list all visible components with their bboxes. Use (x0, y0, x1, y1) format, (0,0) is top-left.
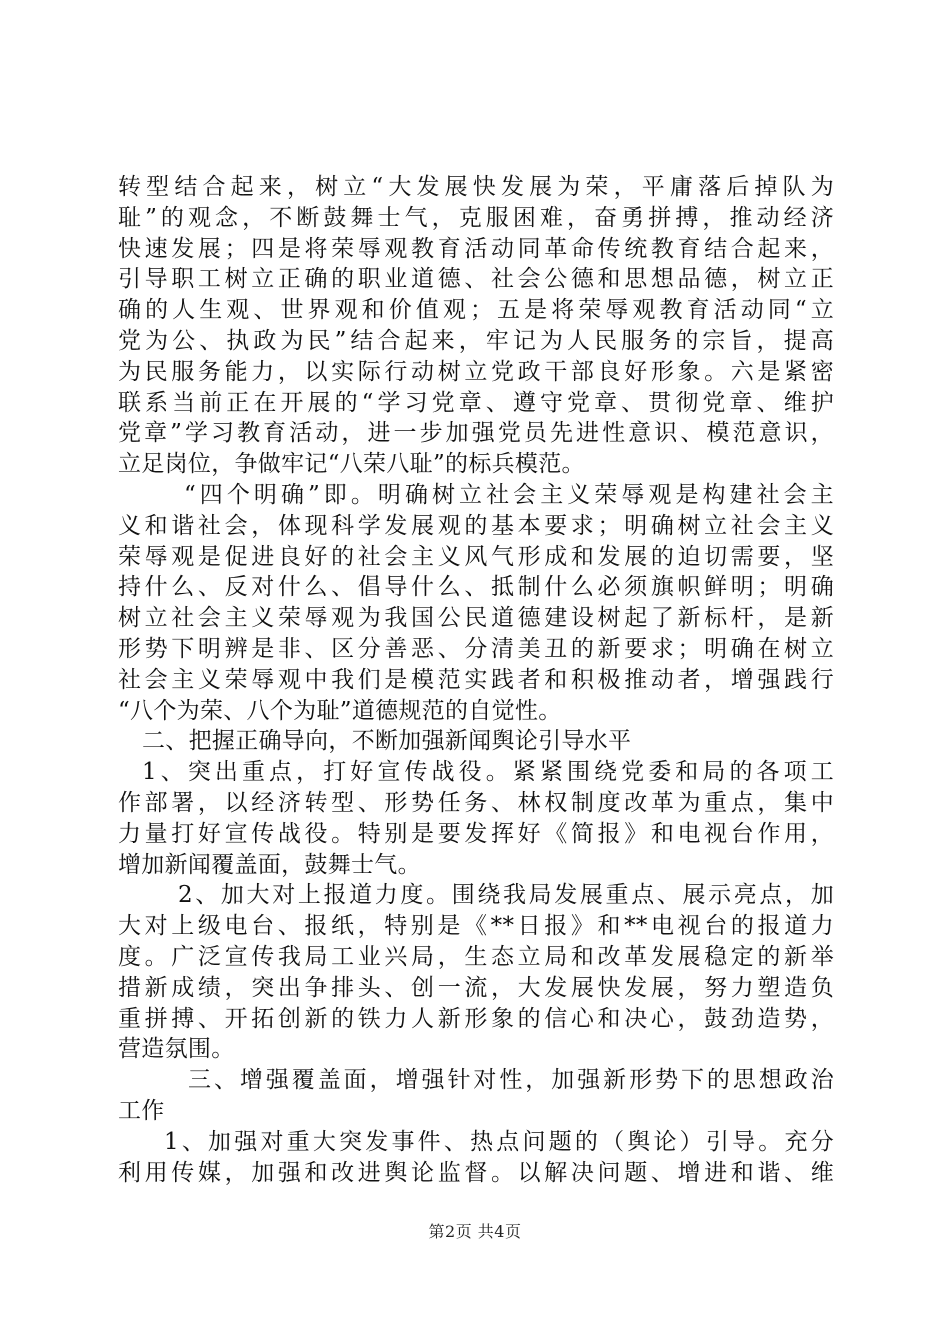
paragraph-start-line: 1、突出重点，打好宣传战役。紧紧围绕党委和局的各项工 (142, 759, 834, 786)
paragraph-start-line: 1、加强对重大突发事件、热点问题的（舆论）引导。充分 (164, 1128, 834, 1155)
text-line: 转型结合起来，树立“大发展快发展为荣，平庸落后掉队为 (118, 174, 834, 200)
text-line: 党章”学习教育活动，进一步加强党员先进性意识、模范意识， (118, 420, 834, 447)
text-line: 党为公、执政为民”结合起来，牢记为人民服务的宗旨，提高 (118, 327, 834, 354)
text-line: 快速发展；四是将荣辱观教育活动同革命传统教育结合起来， (118, 235, 834, 262)
paragraph-start-line: 2、加大对上报道力度。围绕我局发展重点、展示亮点，加 (178, 882, 834, 909)
section-heading-continued: 工作 (118, 1097, 165, 1124)
paragraph-start-line: “四个明确”即。明确树立社会主义荣辱观是构建社会主 (184, 481, 834, 508)
text-line: 义和谐社会，体现科学发展观的基本要求；明确树立社会主义 (118, 512, 834, 539)
text-line: 树立社会主义荣辱观为我国公民道德建设树起了新标杆，是新 (118, 605, 834, 632)
text-line: 重拼搏、开拓创新的铁力人新形象的信心和决心，鼓劲造势， (118, 1005, 834, 1032)
page-number-footer: 第2页 共4页 (428, 1222, 522, 1241)
text-line: 为民服务能力，以实际行动树立党政干部良好形象。六是紧密 (118, 358, 834, 385)
text-line: 社会主义荣辱观中我们是模范实践者和积极推动者，增强践行 (118, 666, 834, 693)
text-line: “八个为荣、八个为耻”道德规范的自觉性。 (118, 697, 562, 724)
text-line: 耻”的观念，不断鼓舞士气，克服困难，奋勇拼搏，推动经济 (118, 204, 834, 231)
text-line: 作部署，以经济转型、形势任务、林权制度改革为重点，集中 (118, 789, 834, 816)
text-line: 引导职工树立正确的职业道德、社会公德和思想品德，树立正 (118, 266, 834, 293)
text-line: 荣辱观是促进良好的社会主义风气形成和发展的迫切需要，坚 (118, 543, 834, 570)
text-line: 力量打好宣传战役。特别是要发挥好《简报》和电视台作用， (118, 820, 834, 847)
text-line: 持什么、反对什么、倡导什么、抵制什么必须旗帜鲜明；明确 (118, 574, 834, 601)
text-line: 措新成绩，突出争排头、创一流，大发展快发展，努力塑造负 (118, 974, 834, 1001)
text-line: 联系当前正在开展的“学习党章、遵守党章、贯彻党章、维护 (118, 389, 834, 416)
text-line: 度。广泛宣传我局工业兴局，生态立局和改革发展稳定的新举 (118, 943, 834, 970)
text-line: 形势下明辨是非、区分善恶、分清美丑的新要求；明确在树立 (118, 635, 834, 662)
text-line: 立足岗位，争做牢记“八荣八耻”的标兵模范。 (118, 451, 585, 478)
document-body (118, 172, 834, 1188)
section-heading: 三、增强覆盖面，增强针对性，加强新形势下的思想政治 (188, 1067, 834, 1094)
text-line: 利用传媒，加强和改进舆论监督。以解决问题、增进和谐、维 (118, 1159, 834, 1186)
section-heading: 二、把握正确导向，不断加强新闻舆论引导水平 (142, 728, 632, 755)
text-line: 大对上级电台、报纸，特别是《**日报》和**电视台的报道力 (118, 913, 834, 940)
text-line: 确的人生观、世界观和价值观；五是将荣辱观教育活动同“立 (118, 297, 834, 324)
text-line: 营造氛围。 (118, 1036, 235, 1063)
text-line: 增加新闻覆盖面，鼓舞士气。 (118, 851, 421, 878)
